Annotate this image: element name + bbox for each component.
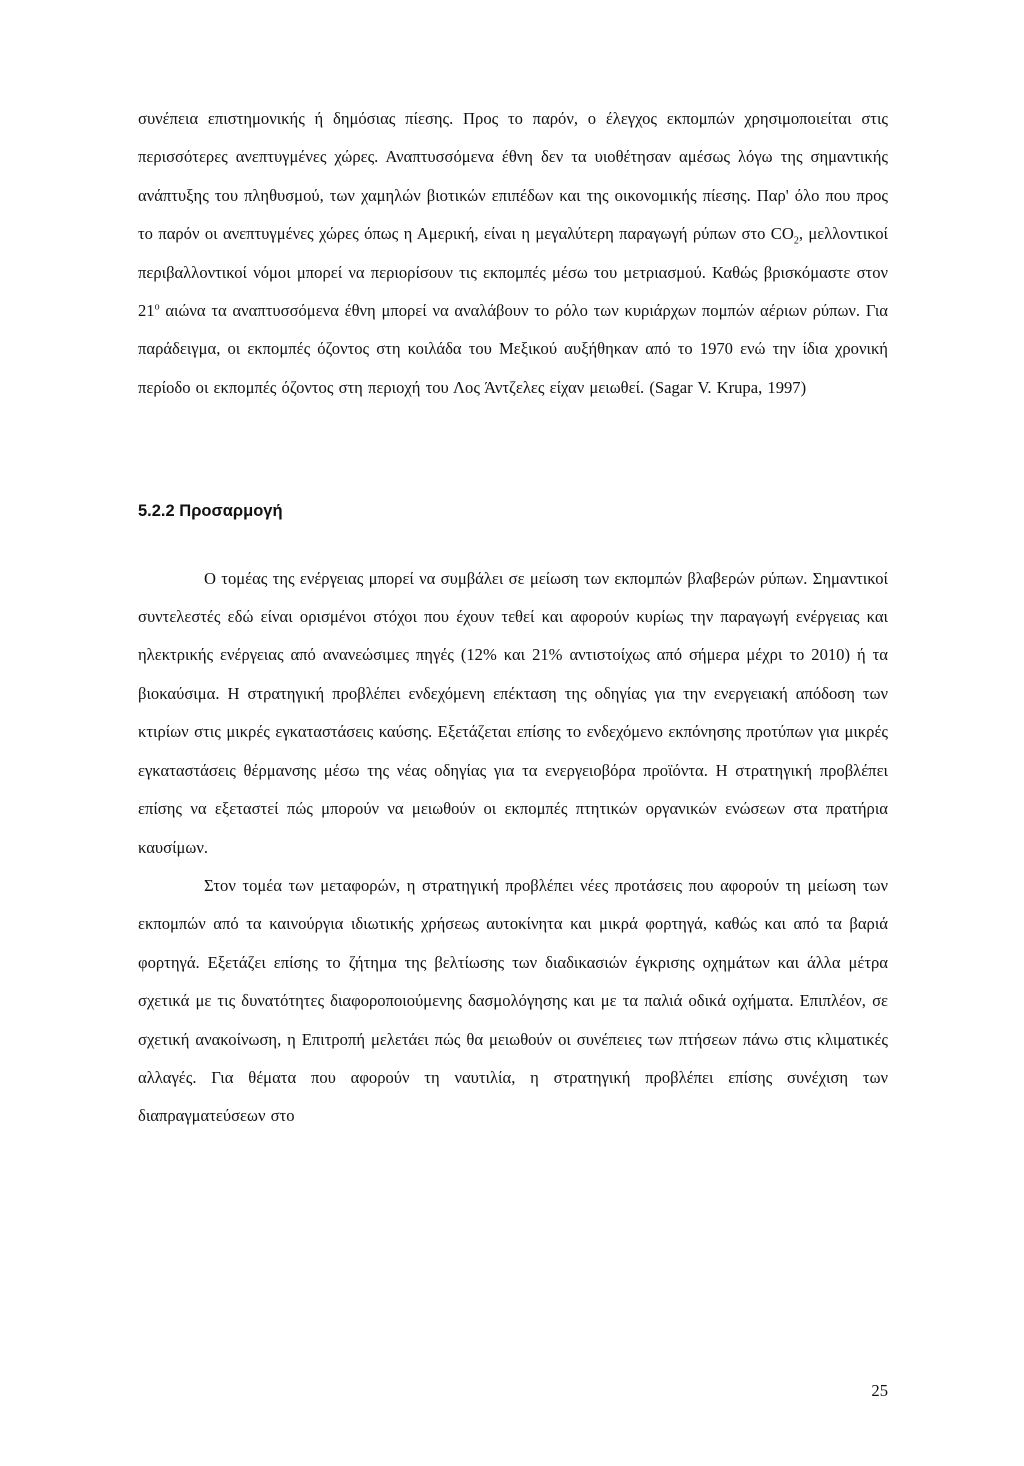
page-body [138, 100, 888, 1136]
paragraph-1-text-c: αιώνα τα αναπτυσσόμενα έθνη μπορεί να αναλάβουν το ρόλο των κυριάρχων πομπών αέριων ρύπων. Για παράδειγμα, οι εκπομπές όζοντος στη κοιλάδα του Μεξικού αυξήθηκαν από το 1970 ενώ την ίδια χρονική περίοδο οι εκπομπές όζοντος στη περιοχή του Λος Άντζελες είχαν μειωθεί. (Sagar V. Krupa, 1997) [138, 301, 888, 397]
body-paragraph-1 [138, 100, 888, 407]
paragraph-1-text-b: , μελλοντικοί περιβαλλοντικοί νόμοι μπορεί να περιορίσουν τις εκπομπές μέσω του μετριασμού. Καθώς βρισκόμαστε στον 21 [138, 224, 888, 321]
body-paragraph-2: Ο τομέας της ενέργειας μπορεί να συμβάλει σε μείωση των εκπομπών βλαβερών ρύπων. Σημαντικοί συντελεστές εδώ είναι ορισμένοι στόχοι που έχουν τεθεί και αφορούν κυρίως την παραγωγή ενέργειας και ηλεκτρικής ενέργειας από ανανεώσιμες πηγές (12% και 21% αντιστοίχως από σήμερα μέχρι το 2010) ή τα βιοκαύσιμα. Η στρατηγική προβλέπει ενδεχόμενη επέκταση της οδηγίας για την ενεργειακή απόδοση των κτιρίων στις μικρές εγκαταστάσεις καύσης. Εξετάζεται επίσης το ενδεχόμενο εκπόνησης προτύπων για μικρές εγκαταστάσεις θέρμανσης μέσω της νέας οδηγίας για τα ενεργειοβόρα προϊόντα. Η στρατηγική προβλέπει επίσης να εξεταστεί πώς μπορούν να μειωθούν οι εκπομπές πτητικών οργανικών ενώσεων στα πρατήρια καυσίμων. [138, 568, 888, 857]
century-superscript: ο [154, 301, 160, 313]
section-heading: 5.2.2 Προσαρμογή [138, 502, 283, 521]
paragraph-1-text-a: συνέπεια επιστημονικής ή δημόσιας πίεσης. Προς το παρόν, ο έλεγχος εκπομπών χρησιμοποιείται στις περισσότερες ανεπτυγμένες χώρες. Αναπτυσσόμενα έθνη δεν τα υιοθέτησαν αμέσως λόγω της σημαντικής ανάπτυξης του πληθυσμού, των χαμηλών βιοτικών επιπέδων και της οικονομικής πίεσης. Παρ' όλο που προς το παρόν οι ανεπτυγμένες χώρες όπως η Αμερική, είναι η μεγαλύτερη παραγωγή ρύπων στο CO [138, 109, 888, 244]
page-number: 25 [871, 1381, 888, 1400]
co2-subscript: 2 [793, 235, 799, 247]
body-paragraph-3: Στον τομέα των μεταφορών, η στρατηγική προβλέπει νέες προτάσεις που αφορούν τη μείωση των εκπομπών από τα καινούργια ιδιωτικής χρήσεως αυτοκίνητα και μικρά φορτηγά, καθώς και από τα βαριά φορτηγά. Εξετάζει επίσης το ζήτημα της βελτίωσης των διαδικασιών έγκρισης οχημάτων και άλλα μέτρα σχετικά με τις δυνατότητες διαφοροποιούμενης δασμολόγησης και με τα παλιά οδικά οχήματα. Επιπλέον, σε σχετική ανακοίνωση, η Επιτροπή μελετάει πώς θα μειωθούν οι συνέπειες των πτήσεων πάνω στις κλιματικές αλλαγές. Για θέματα που αφορούν τη ναυτιλία, η στρατηγική προβλέπει επίσης συνέχιση των διαπραγματεύσεων στο [138, 875, 888, 1126]
